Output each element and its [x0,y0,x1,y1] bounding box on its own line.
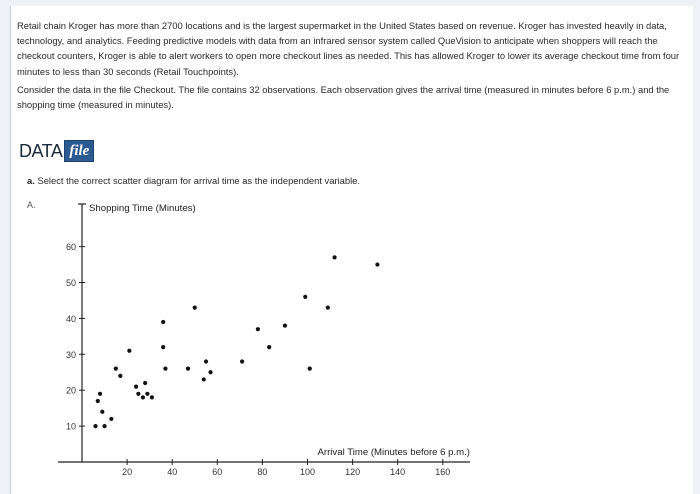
data-point [127,349,131,353]
data-description-paragraph: Consider the data in the file Checkout. The file contains 32 observations. Each observation gives the arrival time (measured in minutes before 6 p.m.) and the shopping time (measured in minutes). [17,83,670,111]
option-letter: A. [27,200,36,210]
data-point [283,323,287,327]
chart-ticks [66,242,450,477]
data-point [204,359,208,363]
data-point [161,345,165,349]
x-axis-label: Arrival Time (Minutes before 6 p.m.) [317,447,470,458]
x-tick-label: 100 [299,467,316,477]
data-point [186,367,190,371]
data-point [118,374,122,378]
data-point [150,395,154,399]
x-tick-label: 160 [435,467,451,477]
y-tick-label: 40 [65,313,76,324]
data-point [375,262,379,266]
data-point [161,320,165,324]
chart-points [93,255,379,428]
data-point [96,399,100,403]
data-point [202,377,206,381]
data-label: DATA [19,140,63,161]
question-part: a. [27,175,35,186]
data-point [193,306,197,310]
data-point [145,392,149,396]
data-point [256,327,260,331]
x-tick-label: 120 [345,467,361,477]
data-point [308,367,312,371]
data-point [143,381,147,385]
y-axis-label: Shopping Time (Minutes) [89,203,196,214]
x-tick-label: 40 [167,467,178,477]
data-point [141,395,145,399]
data-point [98,392,102,396]
file-button[interactable]: file [64,140,94,162]
data-point [208,370,212,374]
y-tick-label: 30 [65,349,76,360]
x-tick-label: 140 [390,467,406,477]
data-point [240,359,244,363]
data-point [114,367,118,371]
data-point [163,367,167,371]
data-point [267,345,271,349]
data-point [93,424,97,428]
data-point [136,392,140,396]
data-point [100,410,104,414]
y-tick-label: 60 [65,242,76,253]
data-point [102,424,106,428]
intro-paragraph: Retail chain Kroger has more than 2700 locations and is the largest supermarket in the United States based on revenue. Kroger has invested heavily in data, technology, and analytics. Feeding predictive models with data from an infrared sensor system called QueVision to anticipate when shoppers will reach the checkout counters, Kroger is able to alert workers to open more checkout lines as needed. This has allowed Kroger to lower its average checkout time from four minutes to less than 30 seconds (Retail Touchpoints). [17,20,680,77]
question-text: Select the correct scatter diagram for arrival time as the independent variable. [37,175,360,186]
data-point [303,295,307,299]
data-point [326,306,330,310]
data-point [134,385,138,389]
x-tick-label: 80 [257,467,268,477]
y-tick-label: 20 [65,385,76,396]
x-tick-label: 20 [122,467,133,477]
y-tick-label: 50 [65,278,76,288]
chart-axes [58,204,470,462]
data-point [109,417,113,421]
y-tick-label: 10 [65,421,76,432]
x-tick-label: 60 [212,467,223,477]
data-point [332,255,336,259]
